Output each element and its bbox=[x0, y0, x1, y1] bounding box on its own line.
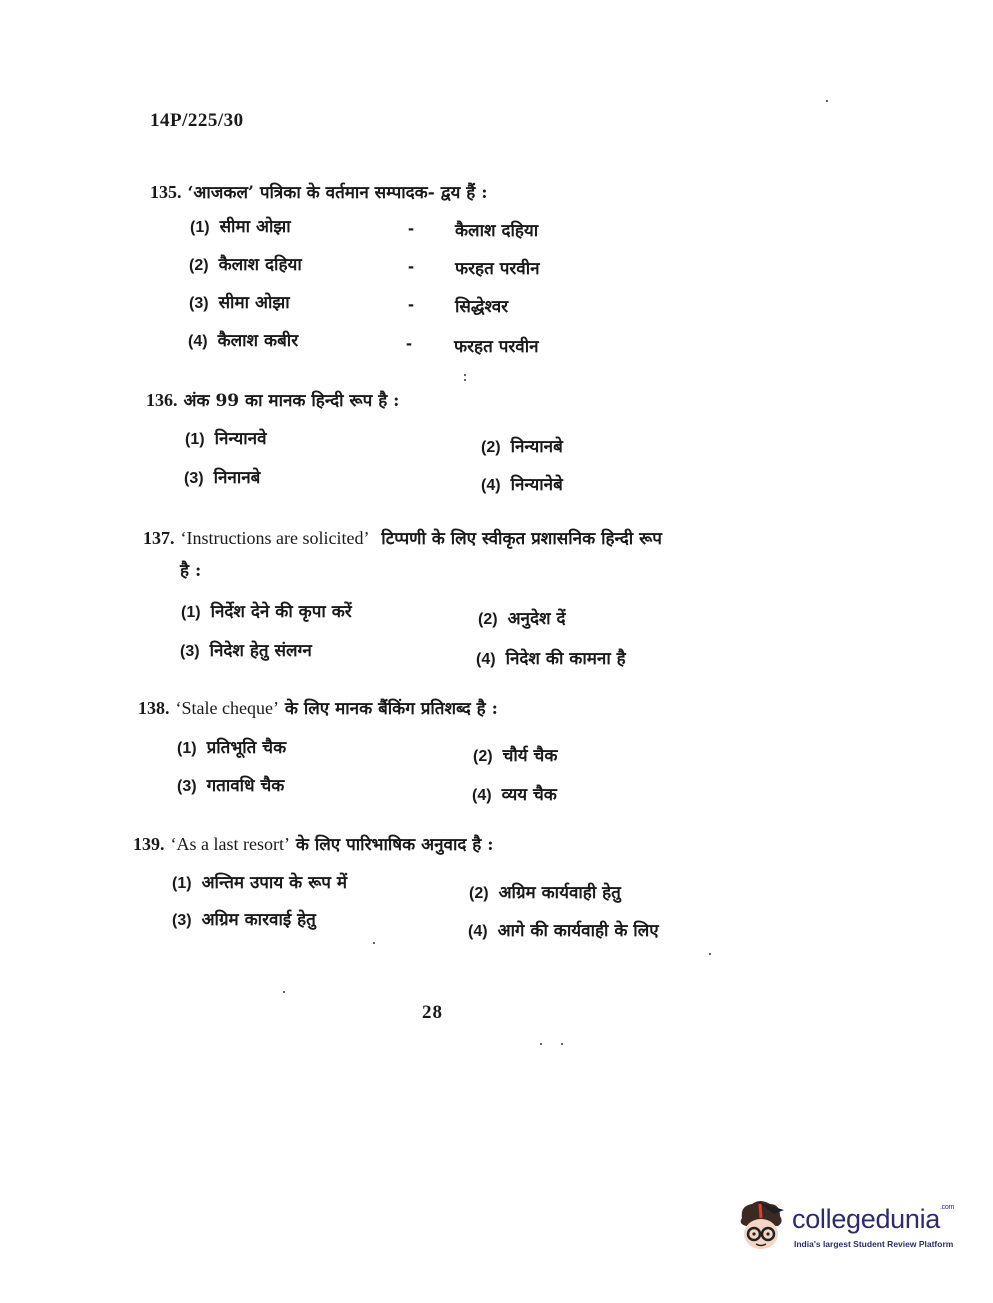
collegedunia-watermark bbox=[734, 1196, 962, 1260]
option-left: सीमा ओझा bbox=[218, 293, 290, 313]
option-text: चौर्य चैक bbox=[502, 746, 558, 766]
option bbox=[172, 870, 347, 893]
question-137 bbox=[143, 526, 662, 549]
question-text: अंक 99 का मानक हिन्दी रूप है : bbox=[183, 391, 400, 411]
option-number: (2) bbox=[473, 748, 493, 765]
option bbox=[172, 907, 316, 930]
scan-speck bbox=[373, 942, 375, 944]
option-left: कैलाश दहिया bbox=[218, 255, 302, 275]
option-left: कैलाश कबीर bbox=[217, 331, 299, 351]
question-number: 138. bbox=[138, 698, 170, 718]
scan-speck bbox=[540, 1043, 542, 1045]
brand-wordmark: collegedunia bbox=[792, 1204, 941, 1234]
question-136 bbox=[146, 388, 399, 411]
option-text: निन्यानवे bbox=[214, 429, 267, 449]
scan-speck bbox=[826, 100, 828, 102]
option bbox=[184, 465, 260, 488]
option-number: (1) bbox=[185, 431, 205, 448]
option bbox=[189, 252, 302, 275]
option-number: (3) bbox=[189, 295, 209, 312]
option-text: निदेश हेतु संलग्न bbox=[209, 641, 312, 661]
option-text: आगे की कार्यवाही के लिए bbox=[497, 921, 659, 941]
scan-speck bbox=[709, 953, 711, 955]
question-english: ‘Instructions are solicited’ bbox=[180, 528, 370, 548]
option-text: गतावधि चैक bbox=[206, 776, 285, 796]
option-number: (4) bbox=[481, 477, 501, 494]
option bbox=[180, 638, 312, 661]
option-number: (1) bbox=[190, 219, 210, 236]
option bbox=[181, 599, 352, 622]
question-text: टिप्पणी के लिए स्वीकृत प्रशासनिक हिन्दी रूप bbox=[381, 529, 662, 549]
option-text: अन्तिम उपाय के रूप में bbox=[201, 873, 348, 893]
scan-speck bbox=[464, 374, 466, 376]
question-text: के लिए पारिभाषिक अनुवाद है : bbox=[295, 835, 494, 855]
option-number: (3) bbox=[180, 643, 200, 660]
option-right: कैलाश दहिया bbox=[455, 221, 539, 241]
option-number: (1) bbox=[177, 740, 197, 757]
option-number: (2) bbox=[481, 439, 501, 456]
option bbox=[185, 426, 267, 449]
option-dash: - bbox=[408, 218, 414, 238]
option-dash: - bbox=[408, 256, 414, 276]
option-text: प्रतिभूति चैक bbox=[206, 738, 287, 758]
option bbox=[188, 328, 298, 351]
question-135 bbox=[150, 180, 488, 203]
option-number: (2) bbox=[189, 257, 209, 274]
option bbox=[177, 735, 286, 758]
option-number: (4) bbox=[188, 333, 208, 350]
option-number: (2) bbox=[478, 611, 498, 628]
option-number: (3) bbox=[172, 912, 192, 929]
option bbox=[189, 290, 290, 313]
option-text: निदेश की कामना है bbox=[505, 649, 626, 669]
option bbox=[468, 918, 659, 941]
option-text: निर्देश देने की कृपा करें bbox=[210, 602, 352, 622]
option bbox=[478, 606, 566, 629]
option-number: (4) bbox=[468, 923, 488, 940]
option-dash: - bbox=[408, 294, 414, 314]
question-number: 139. bbox=[133, 834, 165, 854]
option-right: फरहत परवीन bbox=[455, 259, 540, 279]
option bbox=[472, 782, 557, 805]
option-text: अग्रिम कार्यवाही हेतु bbox=[498, 883, 621, 903]
option-right: फरहत परवीन bbox=[454, 337, 539, 357]
option bbox=[473, 743, 557, 766]
scan-speck bbox=[464, 379, 466, 381]
page-number: 28 bbox=[422, 1002, 443, 1023]
mascot-icon bbox=[734, 1196, 790, 1256]
option-text: व्यय चैक bbox=[501, 785, 557, 805]
scan-speck bbox=[283, 991, 285, 993]
question-number: 137. bbox=[143, 528, 175, 548]
option-number: (4) bbox=[476, 651, 496, 668]
option-number: (3) bbox=[184, 470, 204, 487]
brand-tagline: India's largest Student Review Platform bbox=[794, 1239, 954, 1249]
question-english: ‘As a last resort’ bbox=[170, 834, 290, 854]
option-left: सीमा ओझा bbox=[219, 217, 291, 237]
question-number: 136. bbox=[146, 390, 178, 410]
question-text: के लिए मानक बैंकिंग प्रतिशब्द है : bbox=[284, 699, 498, 719]
brand-suffix: .com bbox=[940, 1204, 955, 1211]
option bbox=[190, 214, 291, 237]
option-text: अग्रिम कारवाई हेतु bbox=[201, 910, 316, 930]
option-number: (3) bbox=[177, 778, 197, 795]
option-text: निनानबे bbox=[213, 468, 261, 488]
option-dash: - bbox=[406, 333, 412, 353]
option-number: (1) bbox=[172, 875, 192, 892]
option-text: अनुदेश दें bbox=[507, 609, 566, 629]
option bbox=[177, 773, 284, 796]
question-english: ‘Stale cheque’ bbox=[175, 698, 279, 718]
paper-code: 14P/225/30 bbox=[150, 110, 244, 131]
option-number: (1) bbox=[181, 604, 201, 621]
question-138 bbox=[138, 696, 498, 719]
question-139 bbox=[133, 832, 494, 855]
option-text: निन्यानबे bbox=[510, 437, 563, 457]
question-text: ‘आजकल’ पत्रिका के वर्तमान सम्पादक- द्वय हैं : bbox=[187, 183, 488, 203]
option bbox=[476, 646, 626, 669]
brand-name bbox=[792, 1204, 954, 1235]
option-text: निन्यानेबे bbox=[510, 475, 563, 495]
option-number: (4) bbox=[472, 787, 492, 804]
option bbox=[469, 880, 621, 903]
question-text-continued: है : bbox=[180, 561, 202, 581]
option bbox=[481, 472, 563, 495]
scan-speck bbox=[561, 1043, 563, 1045]
option bbox=[481, 434, 563, 457]
option-number: (2) bbox=[469, 885, 489, 902]
option-right: सिद्धेश्वर bbox=[455, 297, 509, 317]
question-number: 135. bbox=[150, 182, 182, 202]
